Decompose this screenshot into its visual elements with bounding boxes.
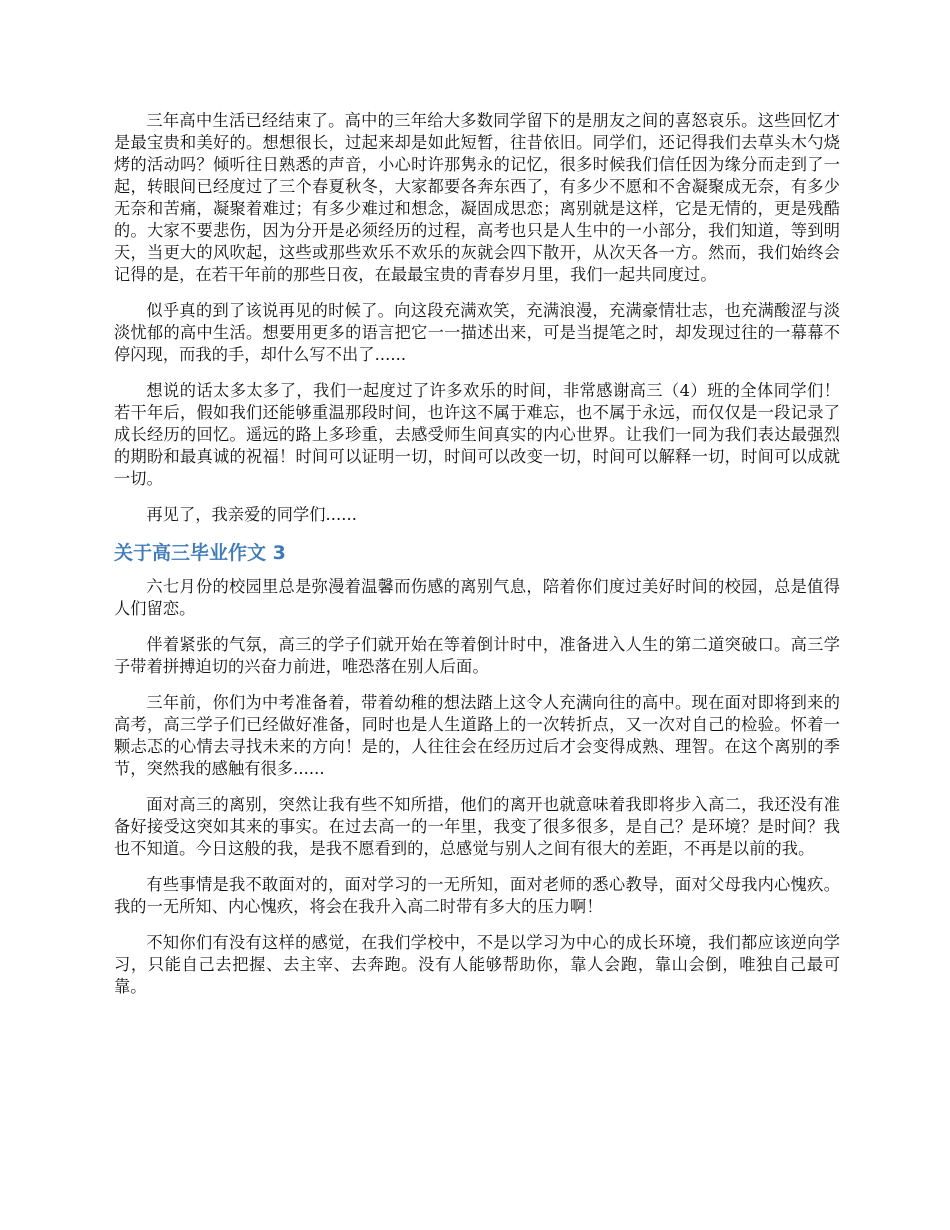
paragraph: 三年前，你们为中考准备着，带着幼稚的想法踏上这令人充满向往的高中。现在面对即将到来的高考，高三学子们已经做好准备，同时也是人生道路上的一次转折点，又一次对自己的检验。怀着一颗忐忑的心情去寻找未来的方向！是的，人往往会在经历过后才会变得成熟、理智。在这个离别的季节，突然我的感触有很多...... bbox=[114, 693, 840, 778]
paragraph: 不知你们有没有这样的感觉，在我们学校中，不是以学习为中心的成长环境，我们都应该逆向学习，只能自己去把握、去主宰、去奔跑。没有人能够帮助你，靠人会跑，靠山会倒，唯独自己最可靠。 bbox=[114, 933, 840, 996]
paragraph: 伴着紧张的气氛，高三的学子们就开始在等着倒计时中，准备进入人生的第二道突破口。高三学子带着拼搏迫切的兴奋力前进，唯恐落在别人后面。 bbox=[114, 635, 840, 676]
document-page bbox=[114, 110, 840, 1012]
paragraph: 面对高三的离别，突然让我有些不知所措，他们的离开也就意味着我即将步入高二，我还没有准备好接受这突如其来的事实。在过去高一的一年里，我变了很多很多，是自己？是环境？是时间？我也不知道。今日这般的我，是我不愿看到的，总感觉与别人之间有很大的差距，不再是以前的我。 bbox=[114, 795, 840, 858]
paragraph: 有些事情是我不敢面对的，面对学习的一无所知，面对老师的悉心教导，面对父母我内心愧疚。我的一无所知、内心愧疚，将会在我升入高二时带有多大的压力啊！ bbox=[114, 875, 840, 916]
paragraph: 三年高中生活已经结束了。高中的三年给大多数同学留下的是朋友之间的喜怒哀乐。这些回忆才是最宝贵和美好的。想想很长，过起来却是如此短暂，往昔依旧。同学们，还记得我们去草头木勺烧烤的活动吗？倾听往日熟悉的声音，小心时许那隽永的记忆，很多时候我们信任因为缘分而走到了一起，转眼间已经度过了三个春夏秋冬，大家都要各奔东西了，有多少不愿和不舍凝聚成无奈，有多少无奈和苦痛，凝聚着难过；有多少难过和想念，凝固成思恋；离别就是这样，它是无情的，更是残酷的。大家不要悲伤，因为分开是必须经历的过程，高考也只是人生中的一小部分，我们知道，等到明天，当更大的风吹起，这些或那些欢乐不欢乐的灰就会四下散开，从次天各一方。然而，我们始终会记得的是，在若干年前的那些日夜，在最最宝贵的青春岁月里，我们一起共同度过。 bbox=[114, 111, 840, 284]
paragraph: 六七月份的校园里总是弥漫着温馨而伤感的离别气息，陪着你们度过美好时间的校园，总是值得人们留恋。 bbox=[114, 577, 840, 618]
paragraph: 似乎真的到了该说再见的时候了。向这段充满欢笑，充满浪漫，充满豪情壮志，也充满酸涩与淡淡忧郁的高中生活。想要用更多的语言把它一一描述出来，可是当提笔之时，却发现过往的一幕幕不停闪现，而我的手，却什么写不出了...... bbox=[114, 301, 840, 364]
section-heading: 关于高三毕业作文 3 bbox=[114, 542, 286, 564]
paragraph: 再见了，我亲爱的同学们...... bbox=[146, 505, 358, 524]
paragraph: 想说的话太多太多了，我们一起度过了许多欢乐的时间，非常感谢高三（4）班的全体同学们！若干年后，假如我们还能够重温那段时间，也许这不属于难忘，也不属于永远，而仅仅是一段记录了成长经历的回忆。遥远的路上多珍重，去感受师生间真实的内心世界。让我们一同为我们表达最强烈的期盼和最真诚的祝福！时间可以证明一切，时间可以改变一切，时间可以解释一切，时间可以成就一切。 bbox=[114, 381, 840, 488]
